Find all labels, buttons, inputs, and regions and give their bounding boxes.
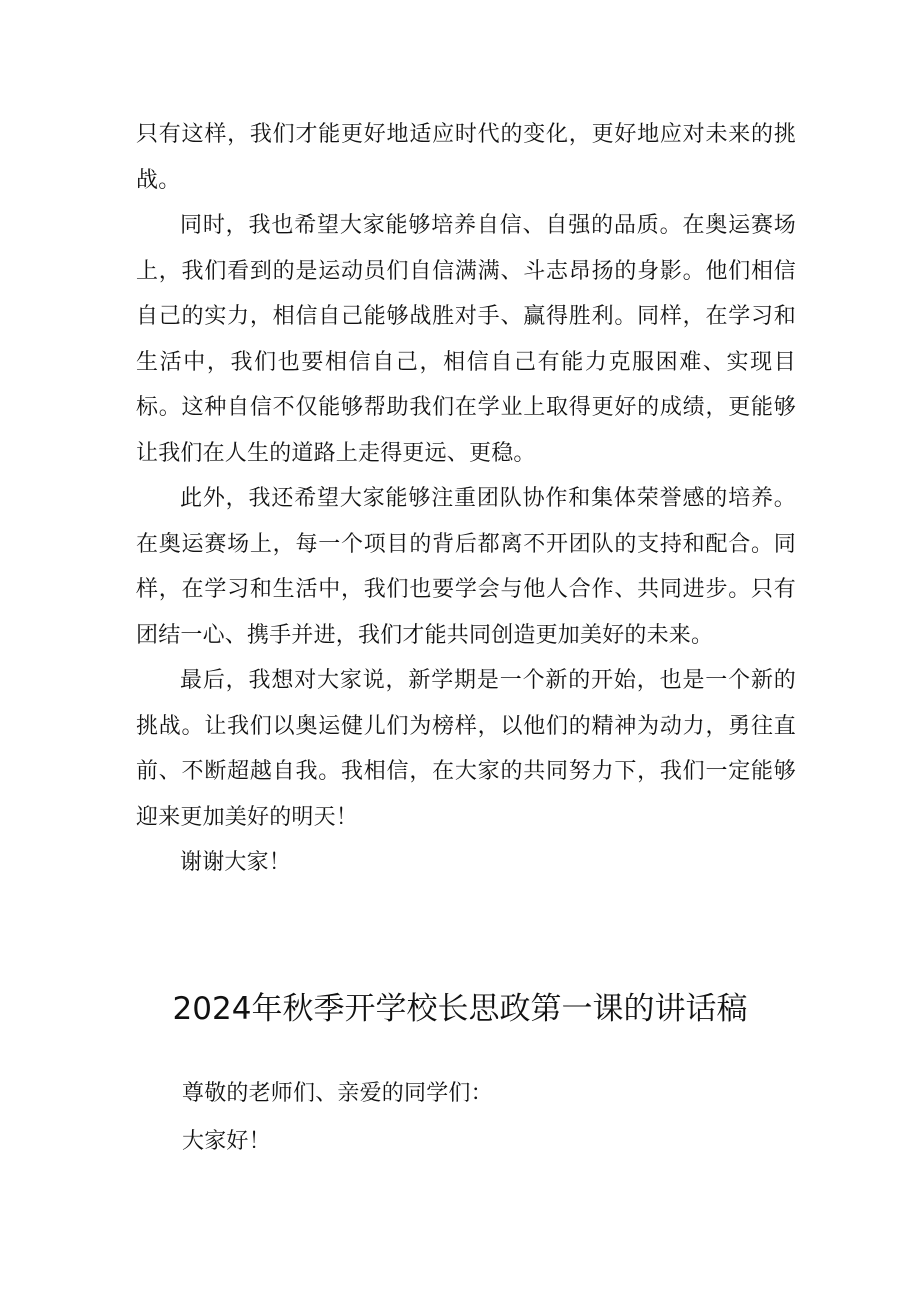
greeting: 大家好！ <box>182 1129 271 1154</box>
salutation: 尊敬的老师们、亲爱的同学们： <box>182 1081 493 1106</box>
speech-title: 2024年秋季开学校长思政第一课的讲话稿 <box>172 991 748 1027</box>
paragraph-teamwork: 此外，我还希望大家能够注重团队协作和集体荣誉感的培养。在奥运赛场上，每一个项目的背后都离不开团队的支持和配合。同样，在学习和生活中，我们也要学会与他人合作、共同进步。只有团结一心、携手并进，我们才能共同创造更加美好的未来。 <box>136 486 796 648</box>
continued-speech-body <box>136 112 796 886</box>
paragraph-confidence: 同时，我也希望大家能够培养自信、自强的品质。在奥运赛场上，我们看到的是运动员们自信满满、斗志昂扬的身影。他们相信自己的实力，相信自己能够战胜对手、赢得胜利。同样，在学习和生活中，我们也要相信自己，相信自己有能力克服困难、实现目标。这种自信不仅能够帮助我们在学业上取得更好的成绩，更能够让我们在人生的道路上走得更远、更稳。 <box>136 213 796 466</box>
paragraph-closing: 最后，我想对大家说，新学期是一个新的开始，也是一个新的挑战。让我们以奥运健儿们为榜样，以他们的精神为动力，勇往直前、不断超越自我。我相信，在大家的共同努力下，我们一定能够迎来更加美好的明天！ <box>136 668 796 830</box>
paragraph-continued: 只有这样，我们才能更好地适应时代的变化，更好地应对未来的挑战。 <box>136 122 796 193</box>
paragraph-thanks: 谢谢大家！ <box>180 850 292 875</box>
new-speech-opening <box>182 1070 842 1166</box>
